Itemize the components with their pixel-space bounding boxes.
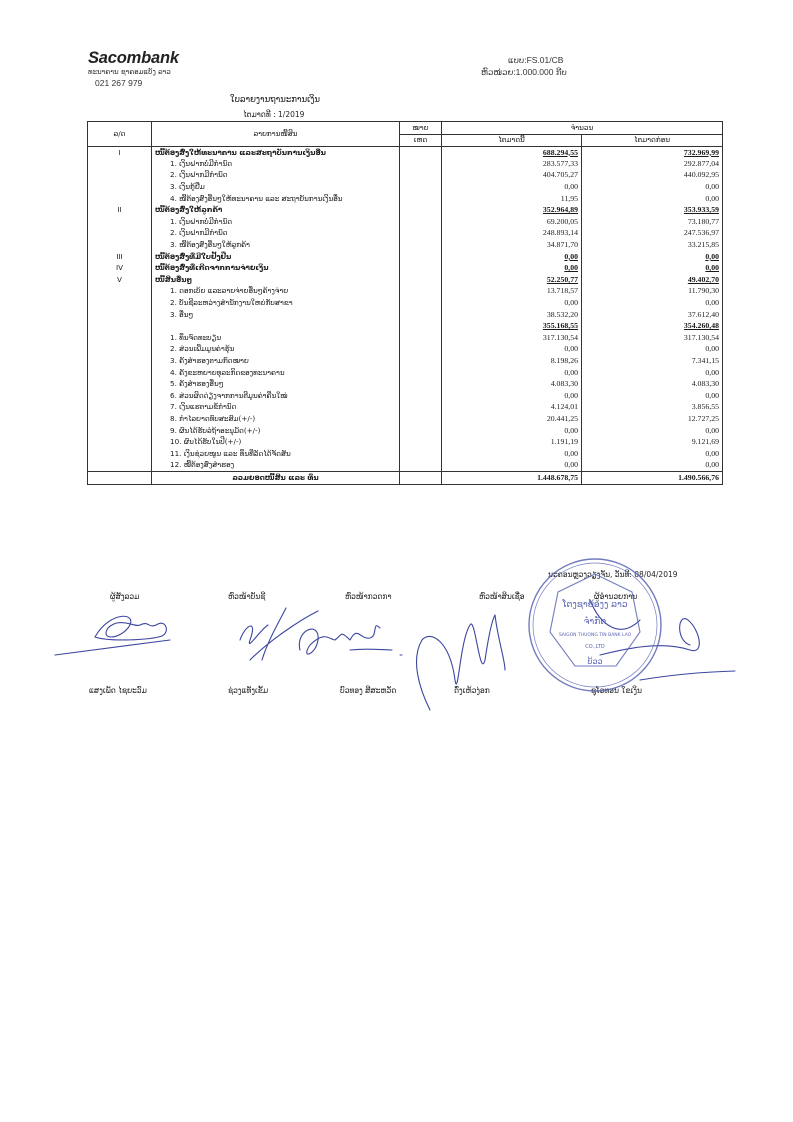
row-current-value: 4.083,30 xyxy=(442,378,582,390)
stamp-inner-co: CO.,LTD xyxy=(585,644,605,650)
stamp-inner-mid: ຈຳກັດ xyxy=(583,617,607,627)
stamp-inner-top: ໂຕງຊາຍ້ອງງ ລາວ xyxy=(562,600,628,610)
row-previous-value: 0,00 xyxy=(582,344,723,356)
row-current-value: 317.130,54 xyxy=(442,332,582,344)
row-previous-value: 0,00 xyxy=(582,262,723,274)
row-previous-value: 9.121,69 xyxy=(582,436,723,448)
row-previous-value: 0,00 xyxy=(582,297,723,309)
row-description: ໜີ້ຕ້ອງສົ່ງໃຫ້ລູກຄ້າ xyxy=(152,204,400,216)
row-current-value: 0,00 xyxy=(442,251,582,263)
row-current-value: 0,00 xyxy=(442,367,582,379)
row-previous-value: 0,00 xyxy=(582,448,723,460)
row-note xyxy=(400,332,442,344)
row-current-value: 4.124,01 xyxy=(442,402,582,414)
row-description: 4. ຄັງຂະຫຍາຍທຸລະກິດຂອງທະນາຄານ xyxy=(152,367,400,379)
row-current-value: 0,00 xyxy=(442,460,582,472)
row-code xyxy=(88,216,152,228)
bank-subtitle: ທະນາຄານ ຊາຄອມແບັງ ລາວ xyxy=(88,68,171,76)
row-description: ໜີ້ສິນອື່ນໆ xyxy=(152,274,400,286)
row-code: I xyxy=(88,147,152,159)
row-note xyxy=(400,204,442,216)
row-code xyxy=(88,436,152,448)
reporting-period: ໄຕມາດທີ : 1/2019 xyxy=(243,110,305,119)
row-previous-value: 0,00 xyxy=(582,181,723,193)
row-current-value: 38.532,20 xyxy=(442,309,582,321)
row-description: 4. ໜີ້ຕ້ອງສົ່ງອື່ນໆໃຫ້ທະນາຄານ ແລະ ສະຖາບັນການເງິນອື່ນ xyxy=(152,193,400,205)
row-description: 11. ເງິນຊ່ວຍໜູນ ແລະ ທຶນທີ່ລັດໄດ້ຈັດສັນ xyxy=(152,448,400,460)
signature-title-chief-credit: ຫົວໜ້າສິນເຊື່ອ xyxy=(479,592,525,601)
row-current-value: 13.718,57 xyxy=(442,286,582,298)
row-current-value: 404.705,27 xyxy=(442,170,582,182)
table-row xyxy=(88,181,723,193)
signature-chief-accountant xyxy=(240,608,318,660)
header-code: ລ/ດ xyxy=(88,122,152,147)
row-code xyxy=(88,309,152,321)
row-description: 2. ເງິນຝາກມີກຳນົດ xyxy=(152,170,400,182)
stamp-inner-en: SAIGON THUONG TIN BANK LAO xyxy=(558,633,632,638)
signature-name-compiler: ແສງເພັດ ໄຊຍະວົມ xyxy=(89,686,147,695)
row-description: 3. ໜີ້ຕ້ອງສົ່ງອື່ນໆໃຫ້ລູກຄ້າ xyxy=(152,239,400,251)
row-previous-value: 0,00 xyxy=(582,251,723,263)
row-description: 6. ສ່ວນຜິດດ່ຽງຈາກການຕີມູນຄ່າຄືນໃໝ່ xyxy=(152,390,400,402)
row-current-value: 1.191,19 xyxy=(442,436,582,448)
table-row xyxy=(88,460,723,472)
row-description: 1. ດອກເບ້ຍ ແລະລາຍຈ່າຍອື່ນໆຄ້າງຈ່າຍ xyxy=(152,286,400,298)
row-note xyxy=(400,297,442,309)
row-note xyxy=(400,239,442,251)
row-current-value: 52.250,77 xyxy=(442,274,582,286)
row-code: IV xyxy=(88,262,152,274)
row-previous-value: 247.536,97 xyxy=(582,228,723,240)
row-code xyxy=(88,332,152,344)
row-note xyxy=(400,216,442,228)
form-code-block xyxy=(481,54,567,78)
row-note xyxy=(400,170,442,182)
row-current-value: 283.577,33 xyxy=(442,158,582,170)
row-previous-value: 11.790,30 xyxy=(582,286,723,298)
row-description: ໜີ້ຕ້ອງສົ່ງທີ່ເກີດຈາກການຈ່າຍເງິນ xyxy=(152,262,400,274)
row-code xyxy=(88,367,152,379)
table-row xyxy=(88,216,723,228)
row-description: 1. ເງິນຝາກບໍ່ມີກຳນົດ xyxy=(152,216,400,228)
row-code xyxy=(88,402,152,414)
row-current-value: 688.294,55 xyxy=(442,147,582,159)
table-row xyxy=(88,274,723,286)
signature-title-director: ຜູ້ອຳນວຍການ xyxy=(594,592,638,601)
table-row xyxy=(88,239,723,251)
row-previous-value: 0,00 xyxy=(582,425,723,437)
table-row xyxy=(88,402,723,414)
table-row xyxy=(88,378,723,390)
signature-compiler xyxy=(55,616,170,655)
row-previous-value: 353.933,59 xyxy=(582,204,723,216)
row-code xyxy=(88,297,152,309)
row-current-value: 0,00 xyxy=(442,425,582,437)
row-previous-value: 0,00 xyxy=(582,460,723,472)
header-previous-quarter: ໄຕມາດກ່ອນ xyxy=(582,134,723,147)
row-note xyxy=(400,193,442,205)
total-previous: 1.490.566,76 xyxy=(582,471,723,484)
row-code xyxy=(88,193,152,205)
bank-name: Sacombank xyxy=(88,49,179,67)
table-row xyxy=(88,436,723,448)
row-code xyxy=(88,344,152,356)
row-current-value: 0,00 xyxy=(442,297,582,309)
table-body xyxy=(88,147,723,472)
row-note xyxy=(400,402,442,414)
row-description xyxy=(152,320,400,332)
row-current-value: 0,00 xyxy=(442,448,582,460)
row-current-value: 0,00 xyxy=(442,390,582,402)
row-description: 10. ຜົນໄດ້ຮັບໃນປີ(+/-) xyxy=(152,436,400,448)
row-code: III xyxy=(88,251,152,263)
row-current-value: 69.200,05 xyxy=(442,216,582,228)
table-row xyxy=(88,367,723,379)
total-note xyxy=(400,471,442,484)
row-note xyxy=(400,147,442,159)
row-current-value: 0,00 xyxy=(442,262,582,274)
table-row xyxy=(88,193,723,205)
table-row xyxy=(88,320,723,332)
signature-name-chief-credit: ດົ່ງເຫ້ວງ່ອກ xyxy=(454,686,490,695)
row-description: 5. ຄັງສຳຮອງອື່ນໆ xyxy=(152,378,400,390)
table-row xyxy=(88,344,723,356)
row-previous-value: 4.083,30 xyxy=(582,378,723,390)
signature-chief-inspector xyxy=(299,626,402,655)
row-description: 1. ທຶນຈົດທະບຽນ xyxy=(152,332,400,344)
signature-name-chief-accountant: ຊ່ວງແທັງເຂັ້ມ xyxy=(228,686,269,695)
row-description: 8. ກຳໄລຍາດທົບສະສົມ(+/-) xyxy=(152,413,400,425)
row-note xyxy=(400,367,442,379)
row-description: 2. ບັນຊີລະຫວ່າງສຳນັກງານໃຫຍ່ກັບສາຂາ xyxy=(152,297,400,309)
total-current: 1.448.678,75 xyxy=(442,471,582,484)
signing-date: ນະຄອນຫຼວງວຽງຈັນ, ວັນທີ: 08/04/2019 xyxy=(548,570,678,579)
row-code xyxy=(88,239,152,251)
row-previous-value: 440.092,95 xyxy=(582,170,723,182)
row-code xyxy=(88,460,152,472)
row-current-value: 355.168,55 xyxy=(442,320,582,332)
row-current-value: 0,00 xyxy=(442,344,582,356)
row-previous-value: 0,00 xyxy=(582,193,723,205)
document-title: ໃບລາຍງານຖານະການເງິນ xyxy=(230,95,320,105)
row-note xyxy=(400,251,442,263)
row-current-value: 248.893,14 xyxy=(442,228,582,240)
signature-title-chief-inspector: ຫົວໜ້າກວດກາ xyxy=(345,592,392,601)
row-description: ໜີ້ຕ້ອງສົ່ງທີ່ມີໃບຢັ້ງຢືນ xyxy=(152,251,400,263)
row-note xyxy=(400,286,442,298)
total-label: ລວມຍອດໜີ້ສິນ ແລະ ທຶນ xyxy=(152,471,400,484)
row-code: II xyxy=(88,204,152,216)
signature-director xyxy=(590,600,735,680)
table-row xyxy=(88,147,723,159)
row-description: 12. ໜີ້ຕ້ອງສົ່ງສຳຮອງ xyxy=(152,460,400,472)
header-note-bottom: ເຫດ xyxy=(400,134,442,147)
row-note xyxy=(400,274,442,286)
row-previous-value: 73.180,77 xyxy=(582,216,723,228)
table-row xyxy=(88,228,723,240)
row-description: 7. ເງິນແຮຕາມຂໍ້ກຳນົດ xyxy=(152,402,400,414)
row-previous-value: 12.727,25 xyxy=(582,413,723,425)
bank-logo xyxy=(88,50,179,89)
table-row xyxy=(88,355,723,367)
row-code xyxy=(88,228,152,240)
row-code xyxy=(88,170,152,182)
row-previous-value: 292.877,04 xyxy=(582,158,723,170)
row-note xyxy=(400,158,442,170)
signature-name-chief-inspector: ບົວທອງ ສີສະຫວັດ xyxy=(340,686,397,695)
row-previous-value: 33.215,85 xyxy=(582,239,723,251)
row-code xyxy=(88,378,152,390)
row-code: V xyxy=(88,274,152,286)
row-description: 3. ເງິນກູ້ຢືມ xyxy=(152,181,400,193)
row-current-value: 0,00 xyxy=(442,181,582,193)
row-code xyxy=(88,390,152,402)
table-row xyxy=(88,448,723,460)
row-previous-value: 354.260,48 xyxy=(582,320,723,332)
table-row xyxy=(88,204,723,216)
row-code xyxy=(88,448,152,460)
row-previous-value: 7.341,15 xyxy=(582,355,723,367)
row-description: ໜີ້ຕ້ອງສົ່ງໃຫ້ທະນາຄານ ແລະສະຖາບັນການເງິນອື່ນ xyxy=(152,147,400,159)
row-previous-value: 0,00 xyxy=(582,390,723,402)
table-row xyxy=(88,251,723,263)
signature-title-compiler: ຜູ້ສັງລວມ xyxy=(110,592,140,601)
row-current-value: 352.964,89 xyxy=(442,204,582,216)
row-description: 3. ຄັງສຳຮອງຕາມກົດໝາຍ xyxy=(152,355,400,367)
row-code xyxy=(88,158,152,170)
row-note xyxy=(400,378,442,390)
row-note xyxy=(400,344,442,356)
header-current-quarter: ໄຕມາດນີ້ xyxy=(442,134,582,147)
form-code: ແບບ:FS.01/CB xyxy=(508,55,564,65)
row-code xyxy=(88,355,152,367)
row-note xyxy=(400,436,442,448)
row-note xyxy=(400,181,442,193)
row-code xyxy=(88,181,152,193)
signature-chief-credit xyxy=(417,615,505,710)
row-note xyxy=(400,425,442,437)
row-description: 2. ເງິນຝາກມີກຳນົດ xyxy=(152,228,400,240)
table-row xyxy=(88,390,723,402)
table-row xyxy=(88,309,723,321)
row-note xyxy=(400,448,442,460)
stamp-inner-bottom: ບ້ວວ xyxy=(587,657,603,666)
row-description: 9. ຜົນໄດ້ຮັບລໍຖ້າອະນຸມັດ(+/-) xyxy=(152,425,400,437)
row-note xyxy=(400,309,442,321)
row-code xyxy=(88,286,152,298)
financial-statement-table xyxy=(87,121,723,485)
row-previous-value: 37.612,40 xyxy=(582,309,723,321)
table-row xyxy=(88,332,723,344)
header-note-top: ໝາຍ xyxy=(400,122,442,135)
table-row xyxy=(88,158,723,170)
row-note xyxy=(400,413,442,425)
header-item: ລາຍການໜີ້ສິນ xyxy=(152,122,400,147)
row-description: 1. ເງິນຝາກບໍ່ມີກຳນົດ xyxy=(152,158,400,170)
table-row xyxy=(88,262,723,274)
row-code xyxy=(88,320,152,332)
row-previous-value: 732.969,99 xyxy=(582,147,723,159)
row-note xyxy=(400,320,442,332)
signature-title-chief-accountant: ຫົວໜ້າບັນຊີ xyxy=(228,592,266,601)
total-row xyxy=(88,471,723,484)
table-row xyxy=(88,286,723,298)
table-row xyxy=(88,425,723,437)
table-row xyxy=(88,170,723,182)
row-code xyxy=(88,413,152,425)
total-code xyxy=(88,471,152,484)
currency-unit: ຫົວໜ່ວຍ:1.000.000 ກີບ xyxy=(481,67,567,77)
row-code xyxy=(88,425,152,437)
signature-name-director: ຊຸໂວທອນ ໃຂເງິນ xyxy=(591,686,642,695)
row-description: 3. ອື່ນໆ xyxy=(152,309,400,321)
row-previous-value: 317.130,54 xyxy=(582,332,723,344)
row-previous-value: 49.402,70 xyxy=(582,274,723,286)
row-current-value: 11,95 xyxy=(442,193,582,205)
row-note xyxy=(400,390,442,402)
table-row xyxy=(88,297,723,309)
row-note xyxy=(400,228,442,240)
row-note xyxy=(400,262,442,274)
header-amount: ຈຳນວນ xyxy=(442,122,723,135)
table-row xyxy=(88,413,723,425)
row-previous-value: 0,00 xyxy=(582,367,723,379)
bank-phone: 021 267 979 xyxy=(95,78,143,88)
row-current-value: 34.871,70 xyxy=(442,239,582,251)
row-previous-value: 3.856,55 xyxy=(582,402,723,414)
row-description: 2. ສ່ວນເພີ່ມມູນຄ່າຮຸ້ນ xyxy=(152,344,400,356)
row-current-value: 8.198,26 xyxy=(442,355,582,367)
row-current-value: 20.441,25 xyxy=(442,413,582,425)
row-note xyxy=(400,460,442,472)
row-note xyxy=(400,355,442,367)
